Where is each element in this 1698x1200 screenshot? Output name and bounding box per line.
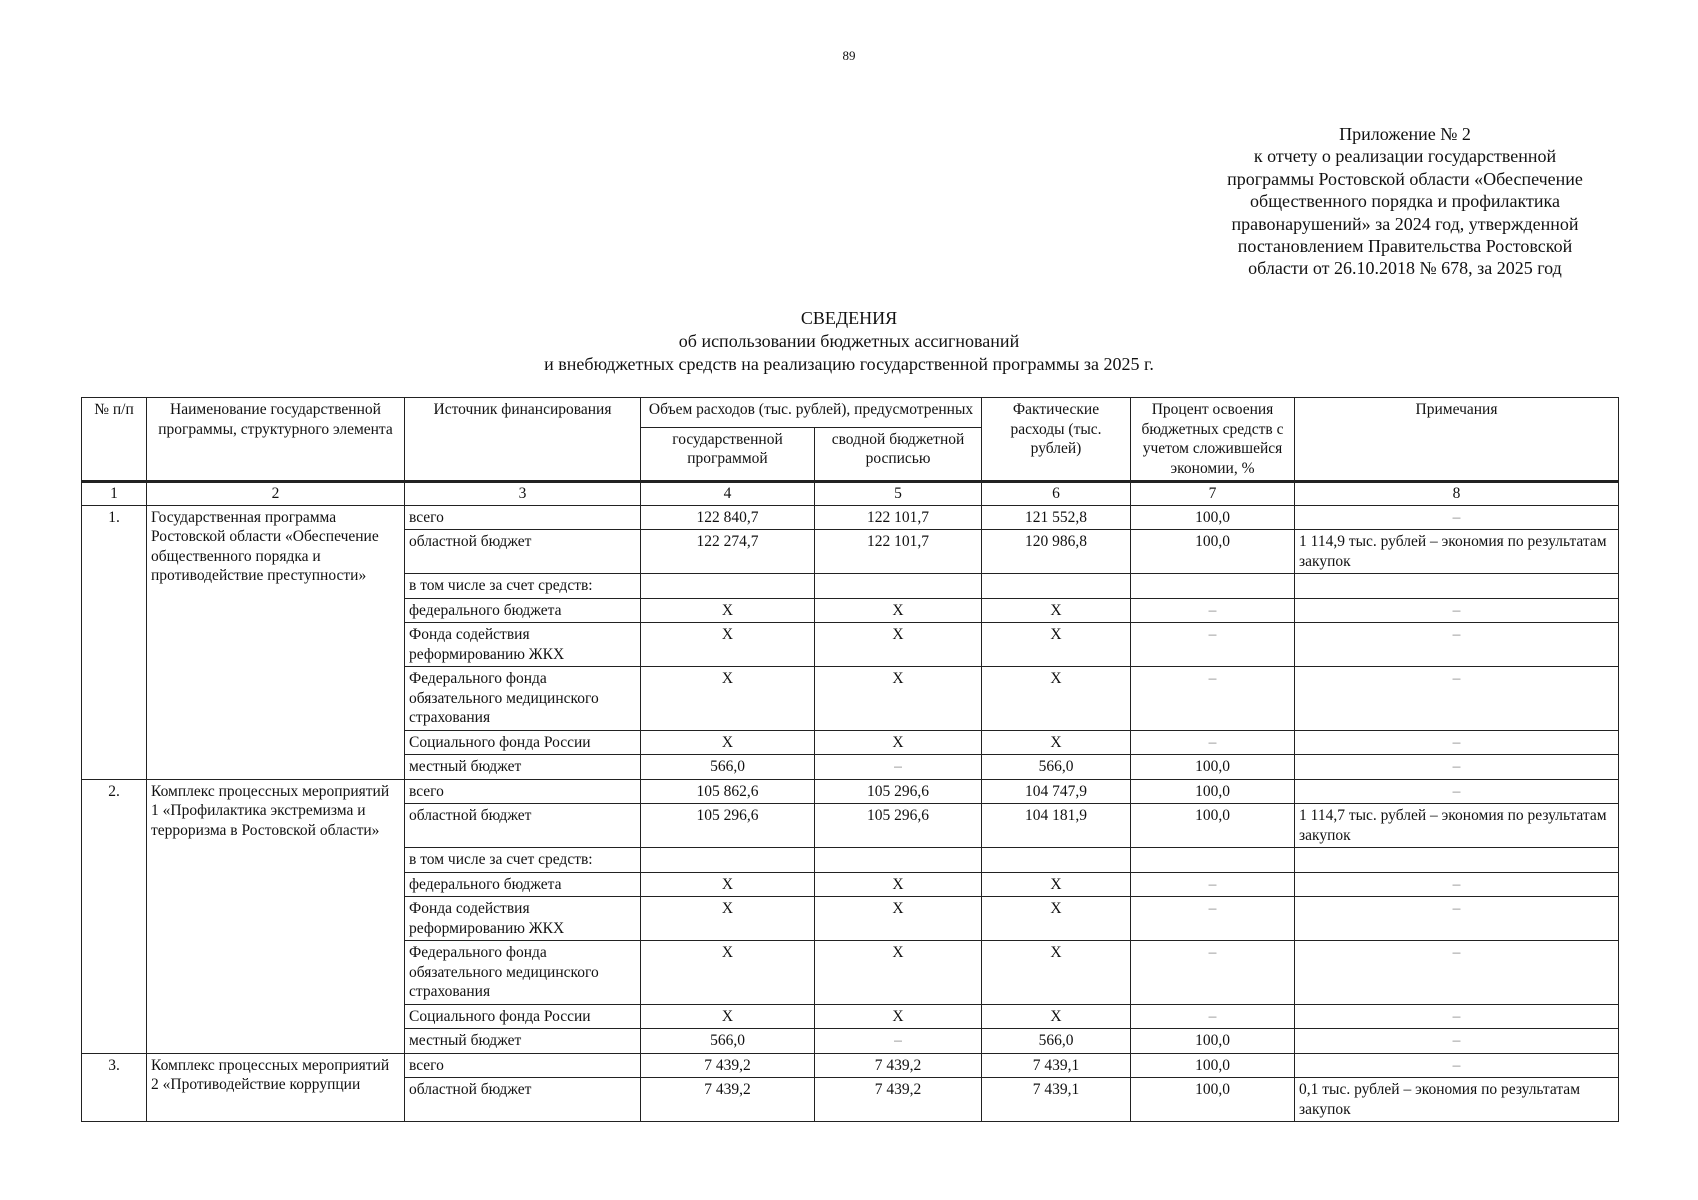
- source-cell: областной бюджет: [405, 804, 641, 848]
- actual-expense-cell: Х: [982, 941, 1131, 1005]
- program-volume-cell: Х: [641, 730, 815, 755]
- actual-expense-cell: Х: [982, 730, 1131, 755]
- budget-volume-cell: 7 439,2: [815, 1078, 982, 1122]
- budget-volume-cell: 105 296,6: [815, 804, 982, 848]
- program-volume-cell: 566,0: [641, 755, 815, 780]
- actual-expense-cell: Х: [982, 1004, 1131, 1029]
- program-volume-cell: [641, 848, 815, 873]
- element-name: Комплекс процессных мероприятий 1 «Профилактика экстремизма и терроризма в Ростовской области»: [147, 779, 405, 1053]
- note-cell: 0,1 тыс. рублей – экономия по результатам закупок: [1295, 1078, 1619, 1122]
- percent-cell: 100,0: [1131, 1053, 1295, 1078]
- note-cell: –: [1295, 1029, 1619, 1054]
- note-cell: –: [1295, 779, 1619, 804]
- percent-cell: 100,0: [1131, 1029, 1295, 1054]
- percent-cell: 100,0: [1131, 530, 1295, 574]
- table-row: [82, 779, 1619, 804]
- program-volume-cell: Х: [641, 872, 815, 897]
- source-cell: Социального фонда России: [405, 1004, 641, 1029]
- percent-cell: –: [1131, 872, 1295, 897]
- actual-expense-cell: [982, 574, 1131, 599]
- column-number: 8: [1295, 482, 1619, 506]
- title-heading: СВЕДЕНИЯ: [800, 308, 898, 328]
- appendix-line: области от 26.10.2018 № 678, за 2025 год: [1248, 258, 1562, 279]
- percent-cell: 100,0: [1131, 755, 1295, 780]
- budget-volume-cell: –: [815, 755, 982, 780]
- budget-volume-cell: 105 296,6: [815, 779, 982, 804]
- budget-volume-cell: [815, 848, 982, 873]
- budget-volume-cell: 122 101,7: [815, 530, 982, 574]
- percent-cell: 100,0: [1131, 505, 1295, 530]
- appendix-block: [1215, 123, 1595, 280]
- note-cell: –: [1295, 1053, 1619, 1078]
- program-volume-cell: 105 862,6: [641, 779, 815, 804]
- source-cell: в том числе за счет средств:: [405, 848, 641, 873]
- appendix-line: программы Ростовской области «Обеспечение: [1227, 168, 1583, 189]
- actual-expense-cell: Х: [982, 897, 1131, 941]
- column-number: 5: [815, 482, 982, 506]
- note-cell: [1295, 574, 1619, 599]
- percent-cell: –: [1131, 1004, 1295, 1029]
- budget-volume-cell: Х: [815, 1004, 982, 1029]
- header-volume-budget: сводной бюджетной росписью: [815, 427, 982, 481]
- header-percent: Процент освоения бюджетных средств с учетом сложившейся экономии, %: [1131, 398, 1295, 482]
- header-notes: Примечания: [1295, 398, 1619, 482]
- percent-cell: –: [1131, 730, 1295, 755]
- title-subline: об использовании бюджетных ассигнований: [678, 331, 1020, 351]
- column-number: 4: [641, 482, 815, 506]
- program-volume-cell: 122 274,7: [641, 530, 815, 574]
- note-cell: 1 114,7 тыс. рублей – экономия по результатам закупок: [1295, 804, 1619, 848]
- header-actual: Фактические расходы (тыс. рублей): [982, 398, 1131, 482]
- column-number: 7: [1131, 482, 1295, 506]
- budget-volume-cell: Х: [815, 941, 982, 1005]
- row-number: 3.: [82, 1053, 147, 1122]
- row-number: 1.: [82, 505, 147, 779]
- percent-cell: –: [1131, 598, 1295, 623]
- appendix-line: постановлением Правительства Ростовской: [1237, 236, 1573, 257]
- row-number: 2.: [82, 779, 147, 1053]
- percent-cell: [1131, 574, 1295, 599]
- table-row: [82, 505, 1619, 530]
- program-volume-cell: Х: [641, 623, 815, 667]
- source-cell: Фонда содействия реформированию ЖКХ: [405, 897, 641, 941]
- appendix-line: общественного порядка и профилактика: [1250, 191, 1560, 212]
- note-cell: –: [1295, 505, 1619, 530]
- program-volume-cell: 105 296,6: [641, 804, 815, 848]
- source-cell: Федерального фонда обязательного медицинского страхования: [405, 667, 641, 731]
- actual-expense-cell: 104 181,9: [982, 804, 1131, 848]
- percent-cell: –: [1131, 941, 1295, 1005]
- note-cell: –: [1295, 598, 1619, 623]
- source-cell: местный бюджет: [405, 755, 641, 780]
- element-name: Государственная программа Ростовской области «Обеспечение общественного порядка и противодействие преступности»: [147, 505, 405, 779]
- source-cell: местный бюджет: [405, 1029, 641, 1054]
- header-volume: Объем расходов (тыс. рублей), предусмотренных: [641, 398, 982, 428]
- actual-expense-cell: 7 439,1: [982, 1053, 1131, 1078]
- appendix-line: Приложение № 2: [1339, 124, 1471, 144]
- percent-cell: –: [1131, 667, 1295, 731]
- title-subline: и внебюджетных средств на реализацию государственной программы за 2025 г.: [544, 354, 1154, 374]
- percent-cell: –: [1131, 623, 1295, 667]
- actual-expense-cell: 566,0: [982, 1029, 1131, 1054]
- actual-expense-cell: 120 986,8: [982, 530, 1131, 574]
- source-cell: Фонда содействия реформированию ЖКХ: [405, 623, 641, 667]
- source-cell: в том числе за счет средств:: [405, 574, 641, 599]
- budget-volume-cell: Х: [815, 730, 982, 755]
- note-cell: –: [1295, 755, 1619, 780]
- table-row: [82, 1053, 1619, 1078]
- program-volume-cell: 7 439,2: [641, 1078, 815, 1122]
- actual-expense-cell: Х: [982, 872, 1131, 897]
- actual-expense-cell: [982, 848, 1131, 873]
- percent-cell: 100,0: [1131, 804, 1295, 848]
- budget-volume-cell: Х: [815, 598, 982, 623]
- source-cell: всего: [405, 779, 641, 804]
- header-source: Источник финансирования: [405, 398, 641, 482]
- budget-volume-cell: –: [815, 1029, 982, 1054]
- percent-cell: –: [1131, 897, 1295, 941]
- column-number: 6: [982, 482, 1131, 506]
- note-cell: –: [1295, 623, 1619, 667]
- note-cell: –: [1295, 730, 1619, 755]
- appendix-line: к отчету о реализации государственной: [1253, 146, 1557, 167]
- actual-expense-cell: 7 439,1: [982, 1078, 1131, 1122]
- element-name: Комплекс процессных мероприятий 2 «Противодействие коррупции: [147, 1053, 405, 1122]
- budget-volume-cell: Х: [815, 623, 982, 667]
- percent-cell: 100,0: [1131, 1078, 1295, 1122]
- source-cell: Социального фонда России: [405, 730, 641, 755]
- actual-expense-cell: Х: [982, 598, 1131, 623]
- source-cell: всего: [405, 1053, 641, 1078]
- budget-volume-cell: Х: [815, 897, 982, 941]
- program-volume-cell: Х: [641, 1004, 815, 1029]
- program-volume-cell: Х: [641, 667, 815, 731]
- budget-report-table: [81, 397, 1619, 1122]
- source-cell: Федерального фонда обязательного медицинского страхования: [405, 941, 641, 1005]
- note-cell: –: [1295, 897, 1619, 941]
- source-cell: федерального бюджета: [405, 872, 641, 897]
- source-cell: федерального бюджета: [405, 598, 641, 623]
- note-cell: –: [1295, 1004, 1619, 1029]
- budget-volume-cell: Х: [815, 872, 982, 897]
- note-cell: 1 114,9 тыс. рублей – экономия по результатам закупок: [1295, 530, 1619, 574]
- program-volume-cell: Х: [641, 598, 815, 623]
- actual-expense-cell: 566,0: [982, 755, 1131, 780]
- program-volume-cell: Х: [641, 897, 815, 941]
- program-volume-cell: Х: [641, 941, 815, 1005]
- header-row: [82, 398, 1619, 428]
- program-volume-cell: 122 840,7: [641, 505, 815, 530]
- column-number: 1: [82, 482, 147, 506]
- budget-volume-cell: 7 439,2: [815, 1053, 982, 1078]
- column-number-row: [82, 482, 1619, 506]
- source-cell: областной бюджет: [405, 1078, 641, 1122]
- program-volume-cell: 566,0: [641, 1029, 815, 1054]
- budget-volume-cell: Х: [815, 667, 982, 731]
- percent-cell: [1131, 848, 1295, 873]
- program-volume-cell: 7 439,2: [641, 1053, 815, 1078]
- header-name: Наименование государственной программы, структурного элемента: [147, 398, 405, 482]
- source-cell: всего: [405, 505, 641, 530]
- page-number: 89: [842, 48, 856, 63]
- header-num: № п/п: [82, 398, 147, 482]
- note-cell: –: [1295, 872, 1619, 897]
- note-cell: –: [1295, 941, 1619, 1005]
- column-number: 2: [147, 482, 405, 506]
- appendix-line: правонарушений» за 2024 год, утвержденной: [1231, 213, 1579, 234]
- budget-volume-cell: 122 101,7: [815, 505, 982, 530]
- actual-expense-cell: 121 552,8: [982, 505, 1131, 530]
- actual-expense-cell: Х: [982, 623, 1131, 667]
- actual-expense-cell: Х: [982, 667, 1131, 731]
- actual-expense-cell: 104 747,9: [982, 779, 1131, 804]
- note-cell: –: [1295, 667, 1619, 731]
- document-title: [0, 307, 1698, 376]
- source-cell: областной бюджет: [405, 530, 641, 574]
- program-volume-cell: [641, 574, 815, 599]
- percent-cell: 100,0: [1131, 779, 1295, 804]
- header-volume-program: государственной программой: [641, 427, 815, 481]
- note-cell: [1295, 848, 1619, 873]
- budget-volume-cell: [815, 574, 982, 599]
- column-number: 3: [405, 482, 641, 506]
- report-body: [82, 505, 1619, 1122]
